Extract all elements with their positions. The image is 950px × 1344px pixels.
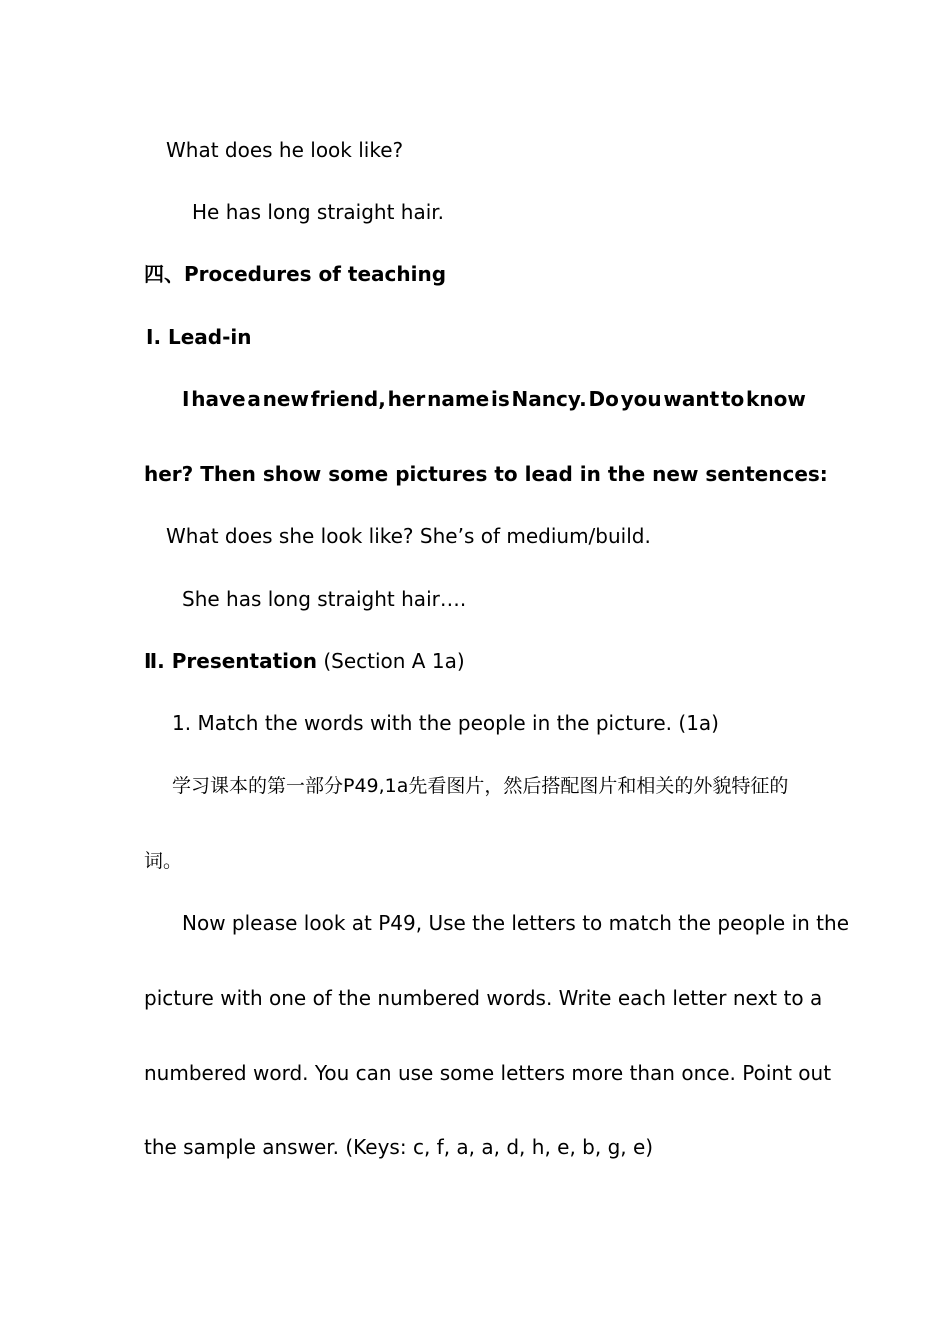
paragraph-line-2: picture with one of the numbered words. Write each letter next to a — [144, 986, 823, 1010]
lead-in-word: Nancy. — [511, 387, 587, 411]
lead-in-word: have — [191, 387, 246, 411]
answer-she: She has long straight hair…. — [182, 587, 467, 611]
question-he: What does he look like? — [166, 138, 404, 162]
paragraph-line-1: Now please look at P49, Use the letters to match the people in the — [182, 911, 849, 935]
lead-in-word: to — [720, 387, 745, 411]
presentation-note: (Section A 1a) — [316, 649, 465, 673]
lead-in-line-1 — [182, 386, 806, 412]
task-1: 1. Match the words with the people in the picture. (1a) — [172, 711, 719, 735]
lead-in-word: know — [746, 387, 806, 411]
lead-in-word: her — [387, 387, 426, 411]
chinese-instruction-line-1: 学习课本的第一部分P49,1a先看图片，然后搭配图片和相关的外貌特征的 — [172, 775, 789, 797]
lead-in-word: friend, — [310, 387, 386, 411]
step-heading-lead-in: Ⅰ. Lead-in — [146, 325, 252, 349]
lead-in-word: name — [427, 387, 490, 411]
lead-in-word: new — [262, 387, 309, 411]
question-she: What does she look like? She’s of medium/build. — [166, 524, 651, 548]
paragraph-line-4: the sample answer. (Keys: c, f, a, a, d, h, e, b, g, e) — [144, 1135, 654, 1159]
answer-he: He has long straight hair. — [192, 200, 445, 224]
lead-in-word: is — [491, 387, 510, 411]
lead-in-word: I — [182, 387, 190, 411]
chinese-instruction-line-2: 词。 — [144, 850, 183, 872]
step-heading-presentation — [144, 648, 465, 674]
lead-in-word: you — [620, 387, 662, 411]
lead-in-word: want — [663, 387, 720, 411]
lead-in-line-2: her? Then show some pictures to lead in the new sentences: — [144, 462, 828, 486]
lead-in-word: a — [247, 387, 261, 411]
presentation-title: Ⅱ. Presentation — [144, 649, 317, 673]
section-heading: 四、Procedures of teaching — [144, 262, 447, 286]
lead-in-word: Do — [588, 387, 619, 411]
paragraph-line-3: numbered word. You can use some letters more than once. Point out — [144, 1061, 832, 1085]
